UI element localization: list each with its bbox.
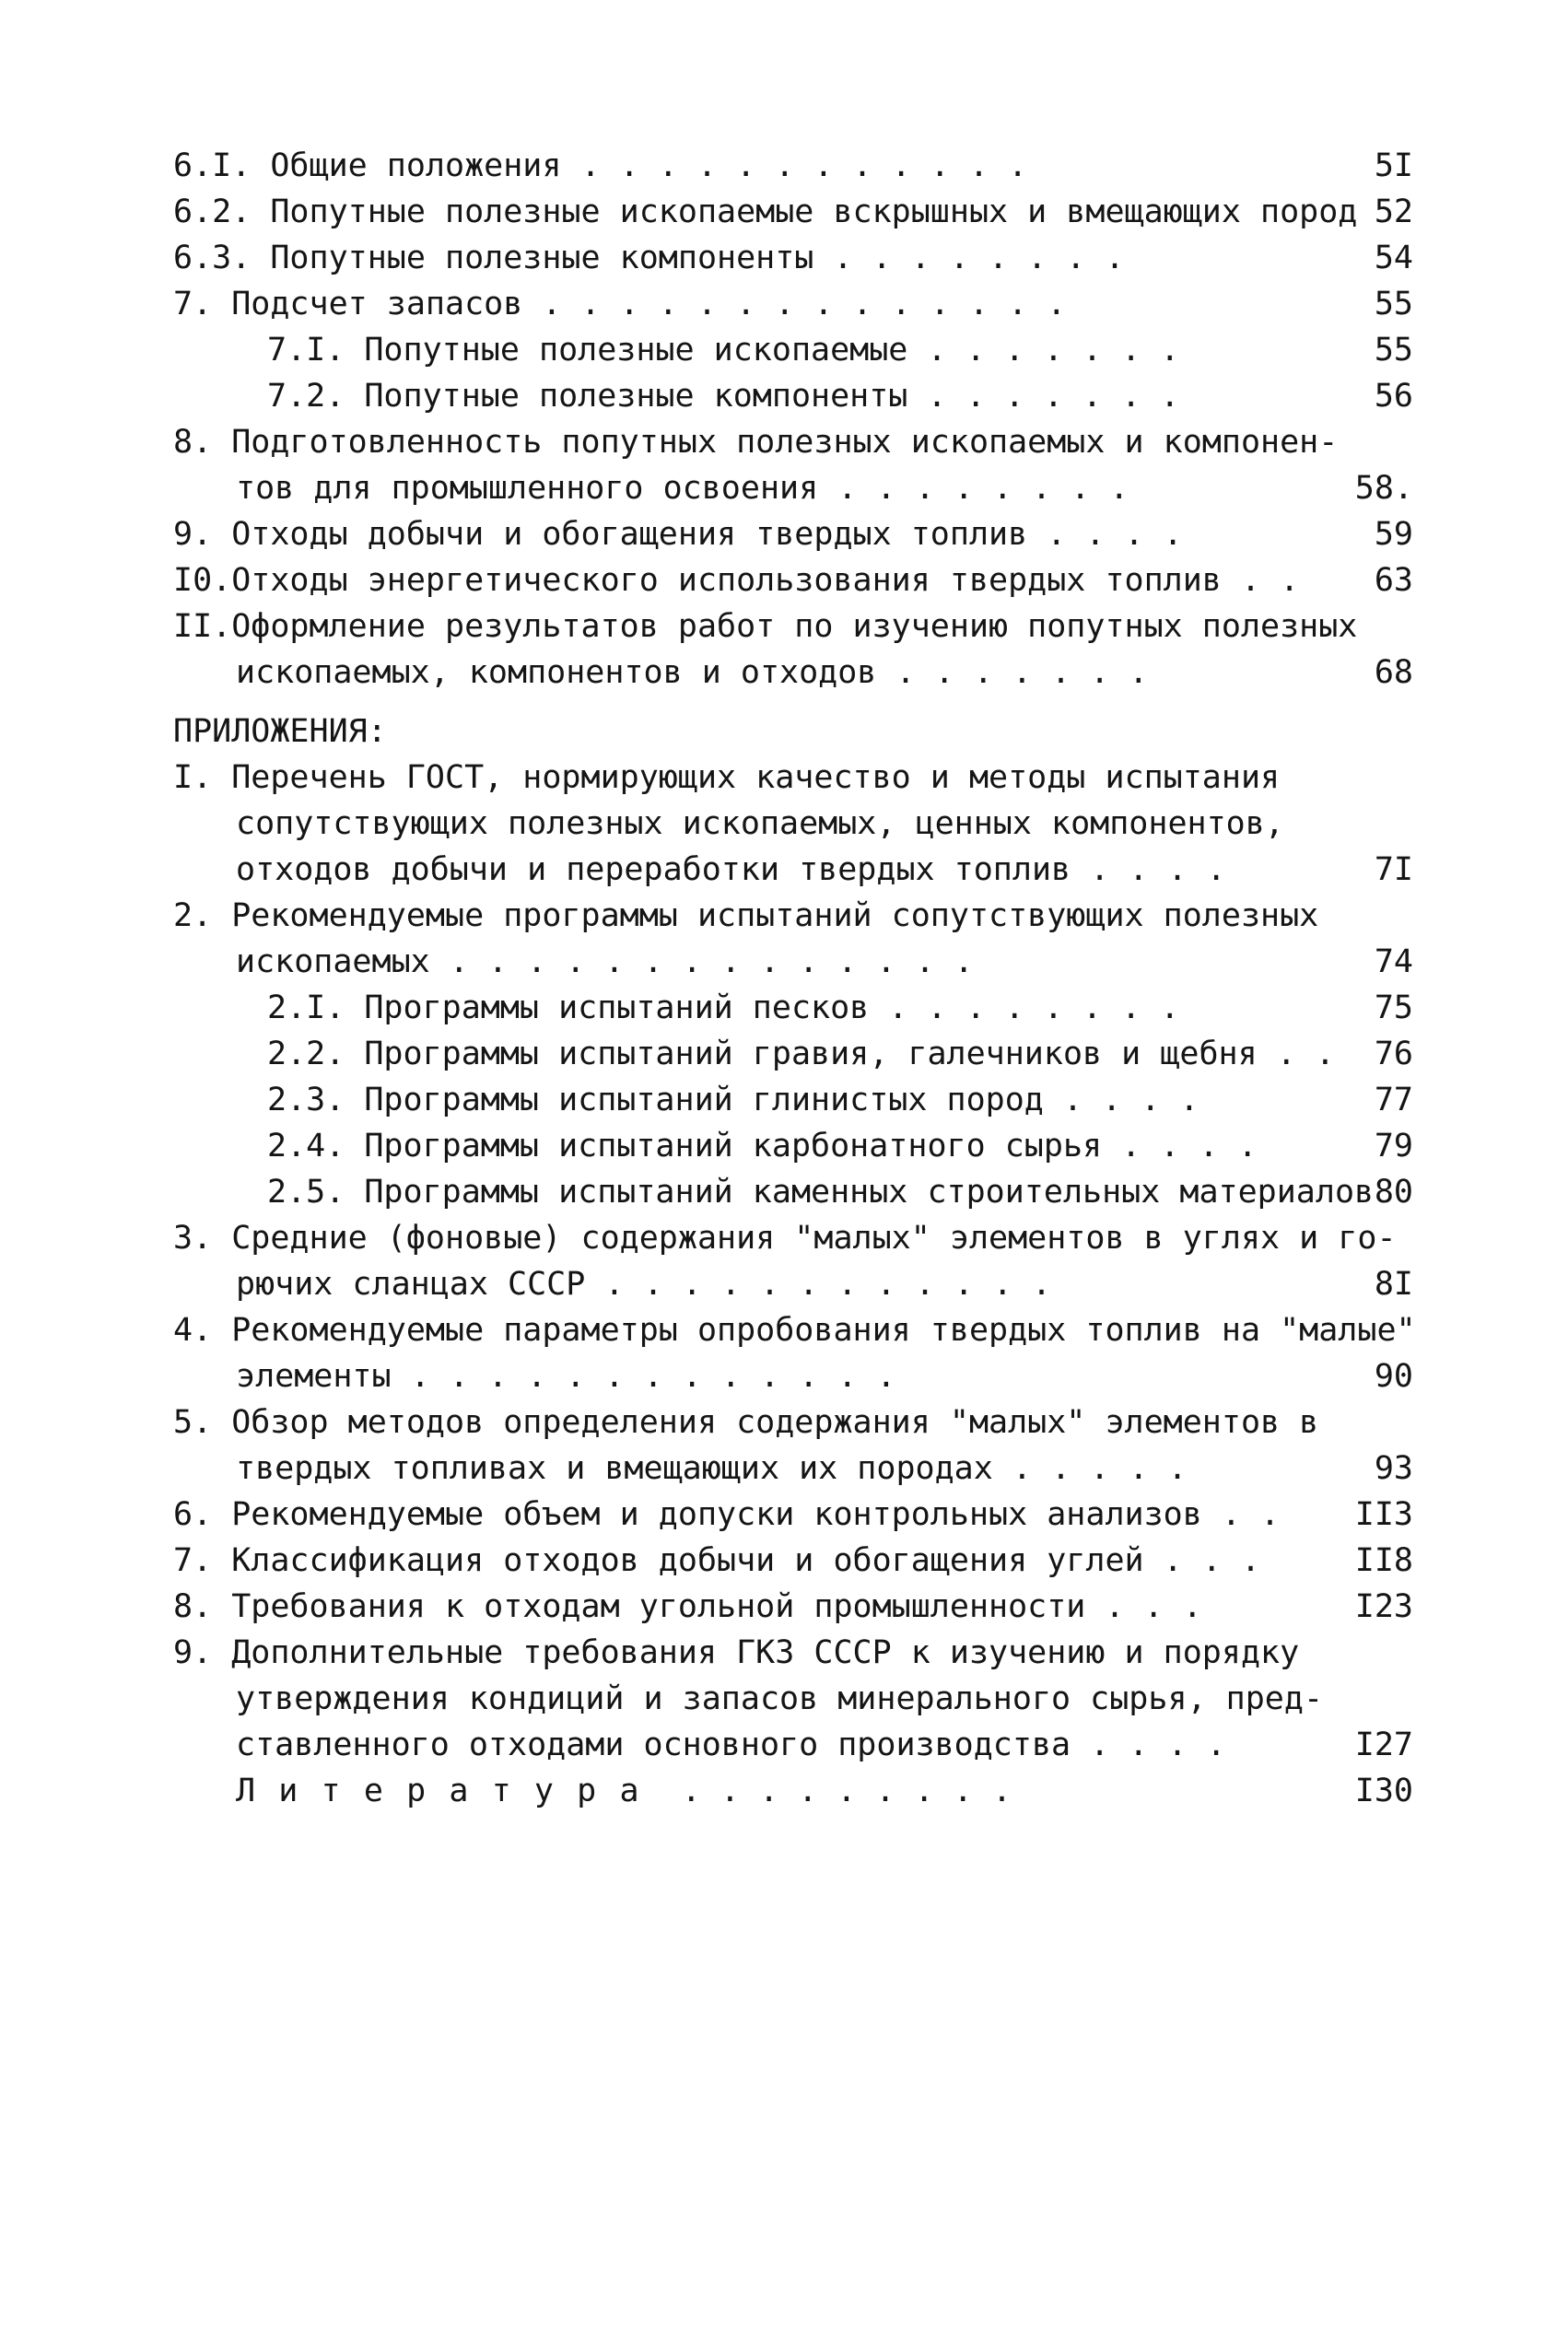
appendix-heading-row bbox=[173, 708, 1413, 755]
toc-entry-text: I. Перечень ГОСТ, нормирующих качество и методы испытания bbox=[173, 759, 1281, 796]
toc-page-number: I27 bbox=[1354, 1726, 1413, 1763]
appendix-entry bbox=[173, 939, 1413, 985]
toc-entry-text: I0.Отходы энергетического использования твердых топлив bbox=[173, 562, 1222, 599]
toc-entry-text: 2.5. Программы испытаний каменных строительных материалов bbox=[267, 1174, 1375, 1211]
toc-page-number: 93 bbox=[1374, 1450, 1413, 1487]
appendix-entry bbox=[173, 847, 1413, 893]
toc-entry bbox=[173, 281, 1413, 327]
toc-leader-dots: . . . . . . . bbox=[907, 332, 1180, 369]
appendix-entry bbox=[173, 893, 1413, 939]
appendix-entry bbox=[173, 1261, 1413, 1307]
toc-entry-text: 2.4. Программы испытаний карбонатного сырья bbox=[267, 1128, 1103, 1164]
toc-leader-dots: . . . . bbox=[1071, 1726, 1226, 1763]
toc-entry bbox=[173, 189, 1413, 235]
appendix-entry bbox=[173, 1630, 1413, 1676]
appendix-entry bbox=[173, 1169, 1413, 1215]
toc-page-number: 90 bbox=[1374, 1358, 1413, 1395]
toc-entry-text: 4. Рекомендуемые параметры опробования твердых топлив на "малые" bbox=[173, 1312, 1416, 1349]
toc-leader-dots: . . . . . . . . . . . . . bbox=[391, 1358, 896, 1395]
toc-page-number: 75 bbox=[1374, 989, 1413, 1026]
appendix-entry bbox=[173, 1445, 1413, 1492]
toc-entry-text: 6. Рекомендуемые объем и допуски контрольных анализов bbox=[173, 1496, 1202, 1533]
toc-entry-text: 9. Дополнительные требования ГКЗ СССР к изучению и порядку bbox=[173, 1634, 1300, 1671]
toc-entry-text: 9. Отходы добычи и обогащения твердых топлив bbox=[173, 516, 1028, 553]
toc-entry-text: 7. Подсчет запасов bbox=[173, 286, 523, 322]
toc-entry-text: 7.I. Попутные полезные ископаемые bbox=[267, 332, 908, 369]
toc-page-number: 55 bbox=[1374, 332, 1413, 369]
toc-page-number: 63 bbox=[1374, 562, 1413, 599]
appendix-heading: ПРИЛОЖЕНИЯ: bbox=[173, 713, 387, 750]
toc-leader-dots: . . . . . . . . . . . . bbox=[561, 147, 1028, 184]
toc-leader-dots: . . bbox=[1221, 562, 1300, 599]
toc-entry-text: 2.2. Программы испытаний гравия, галечников и щебня bbox=[267, 1036, 1258, 1072]
appendix-entry bbox=[173, 985, 1413, 1031]
toc-entry-text: ископаемых, компонентов и отходов bbox=[236, 654, 877, 691]
table-of-contents bbox=[173, 143, 1416, 1814]
toc-leader-dots: . . . bbox=[1143, 1542, 1261, 1579]
toc-entry-text: 3. Средние (фоновые) содержания "малых" элементов в углях и го- bbox=[173, 1220, 1397, 1257]
toc-entry-text: II.Оформление результатов работ по изучению попутных полезных bbox=[173, 608, 1358, 645]
toc-leader-dots: . . bbox=[1201, 1496, 1281, 1533]
toc-entry-text: 5. Обзор методов определения содержания "малых" элементов в bbox=[173, 1404, 1319, 1441]
appendix-entry bbox=[173, 1584, 1413, 1630]
toc-entry bbox=[173, 373, 1413, 419]
appendix-entry bbox=[173, 1215, 1413, 1261]
toc-leader-dots: . . . . . . . bbox=[876, 654, 1149, 691]
appendix-entry bbox=[173, 1492, 1413, 1538]
toc-entry bbox=[173, 465, 1413, 511]
toc-entry bbox=[173, 419, 1413, 465]
toc-entry-text: 2. Рекомендуемые программы испытаний сопутствующих полезных bbox=[173, 897, 1319, 934]
toc-page-number: II3 bbox=[1354, 1496, 1413, 1533]
appendix-entry bbox=[173, 1768, 1413, 1814]
toc-entry-text: 6.I. Общие положения bbox=[173, 147, 562, 184]
toc-entry-text: элементы bbox=[236, 1358, 392, 1395]
toc-leader-dots: . . . . bbox=[1071, 851, 1226, 888]
appendix-entry bbox=[173, 801, 1413, 847]
toc-entry-text: утверждения кондиций и запасов минерального сырья, пред- bbox=[236, 1680, 1324, 1717]
toc-entry bbox=[173, 327, 1413, 373]
appendix-entry bbox=[173, 1031, 1413, 1077]
appendix-entry bbox=[173, 1722, 1413, 1768]
appendix-entry bbox=[173, 1077, 1413, 1123]
toc-page-number: 58. bbox=[1354, 470, 1413, 507]
toc-page-number: 54 bbox=[1374, 240, 1413, 276]
toc-entry bbox=[173, 650, 1413, 696]
toc-leader-dots: . . . . . . . . . . . . . . bbox=[522, 286, 1067, 322]
toc-entry-text: 7.2. Попутные полезные компоненты bbox=[267, 378, 908, 415]
toc-entry bbox=[173, 235, 1413, 281]
toc-entry bbox=[173, 557, 1413, 603]
toc-entry-text: 8. Подготовленность попутных полезных ископаемых и компонен- bbox=[173, 424, 1339, 461]
toc-leader-dots: . . . . bbox=[1102, 1128, 1258, 1164]
toc-entry-text: твердых топливах и вмещающих их породах bbox=[236, 1450, 993, 1487]
toc-page-number: 68 bbox=[1374, 654, 1413, 691]
toc-page-number: 79 bbox=[1374, 1128, 1413, 1164]
appendix-entry bbox=[173, 1399, 1413, 1445]
toc-entry bbox=[173, 511, 1413, 557]
toc-entry bbox=[173, 143, 1413, 189]
toc-leader-dots: . . . . . . . . . . . . bbox=[585, 1266, 1052, 1303]
toc-leader-dots: . . . . bbox=[1027, 516, 1183, 553]
toc-page-number: I30 bbox=[1354, 1773, 1413, 1809]
toc-page-number: 74 bbox=[1374, 943, 1413, 980]
toc-page-number: 59 bbox=[1374, 516, 1413, 553]
appendix-entry bbox=[173, 1307, 1416, 1353]
toc-page-number: 80 bbox=[1374, 1174, 1413, 1211]
toc-entry-text: ископаемых bbox=[236, 943, 430, 980]
toc-page-number: 77 bbox=[1374, 1082, 1413, 1118]
toc-page-number: 5I bbox=[1374, 147, 1413, 184]
appendix-entry bbox=[173, 1676, 1413, 1722]
toc-leader-dots: . . bbox=[1257, 1036, 1335, 1072]
toc-page-number: 76 bbox=[1374, 1036, 1413, 1072]
toc-entry-text: отходов добычи и переработки твердых топлив bbox=[236, 851, 1071, 888]
toc-entry-text: тов для промышленного освоения bbox=[236, 470, 819, 507]
appendix-entry bbox=[173, 1353, 1413, 1399]
toc-entry-text: сопутствующих полезных ископаемых, ценных компонентов, bbox=[236, 805, 1284, 842]
toc-entry-text: рючих сланцах СССР bbox=[236, 1266, 586, 1303]
toc-page-number: 56 bbox=[1374, 378, 1413, 415]
toc-entry-text: 6.3. Попутные полезные компоненты bbox=[173, 240, 814, 276]
toc-page-number: II8 bbox=[1354, 1542, 1413, 1579]
toc-leader-dots: . . . . . bbox=[992, 1450, 1188, 1487]
toc-leader-dots: . . . . . . . . bbox=[813, 240, 1125, 276]
toc-leader-dots: . . . . . . . . . . . . . . bbox=[429, 943, 974, 980]
toc-entry bbox=[173, 603, 1413, 650]
toc-entry-text: 8. Требования к отходам угольной промышленности bbox=[173, 1588, 1086, 1625]
toc-page-number: 55 bbox=[1374, 286, 1413, 322]
toc-leader-dots: . . . . . . . bbox=[907, 378, 1180, 415]
toc-page-number: 7I bbox=[1374, 851, 1413, 888]
toc-page-number: 8I bbox=[1374, 1266, 1413, 1303]
toc-entry-text: 6.2. Попутные полезные ископаемые вскрышных и вмещающих пород bbox=[173, 193, 1358, 230]
toc-leader-dots: . . . . bbox=[1043, 1082, 1199, 1118]
toc-leader-dots: . . . . . . . . bbox=[869, 989, 1180, 1026]
toc-entry-text: 7. Классификация отходов добычи и обогащения углей bbox=[173, 1542, 1144, 1579]
toc-entry-text: 2.3. Программы испытаний глинистых пород bbox=[267, 1082, 1044, 1118]
toc-page-number: 52 bbox=[1374, 193, 1413, 230]
toc-page-number: I23 bbox=[1354, 1588, 1413, 1625]
toc-leader-dots: . . . bbox=[1085, 1588, 1202, 1625]
toc-entry-text: 2.I. Программы испытаний песков bbox=[267, 989, 870, 1026]
toc-entry-text: Литература bbox=[236, 1773, 662, 1809]
appendix-entry bbox=[173, 1123, 1413, 1169]
toc-leader-dots: . . . . . . . . . bbox=[661, 1773, 1012, 1809]
appendix-entry bbox=[173, 1538, 1413, 1584]
toc-leader-dots: . . . . . . . . bbox=[818, 470, 1129, 507]
appendix-entry bbox=[173, 755, 1413, 801]
toc-entry-text: ставленного отходами основного производства bbox=[236, 1726, 1071, 1763]
